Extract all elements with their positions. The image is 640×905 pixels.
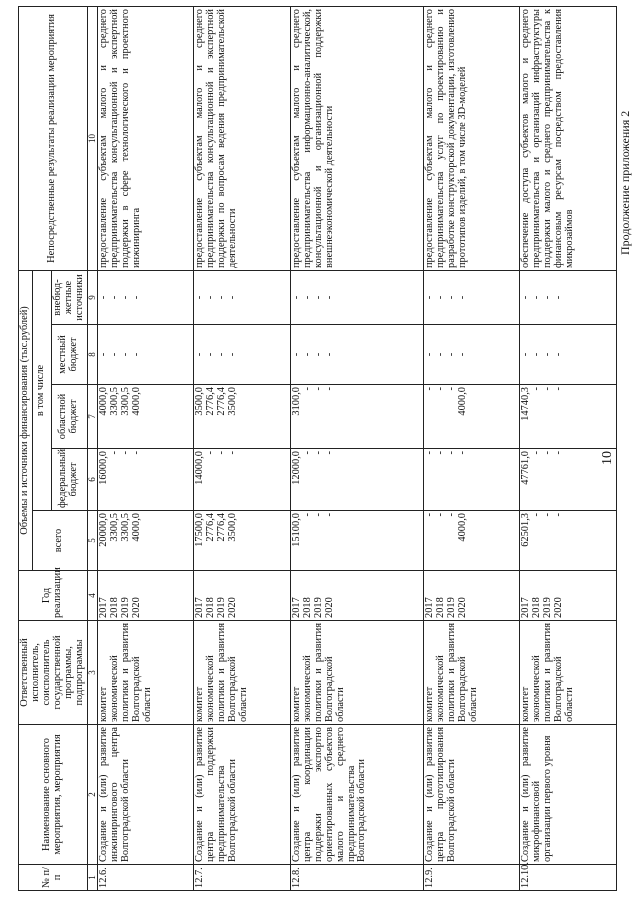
local-budget-value: -	[553, 352, 565, 357]
extra-budget-value: -	[553, 295, 565, 300]
total-funding-value: 3300,5	[108, 513, 120, 542]
regional-budget	[194, 385, 290, 449]
extra-budget-value: -	[542, 295, 554, 300]
activity-name: Создание и (или) развитие центра прототипирования Волгоградской области	[423, 725, 519, 865]
regional-budget-value: 3500,0	[227, 387, 239, 416]
extra-budget-value: -	[456, 295, 468, 300]
extra-budget	[97, 271, 193, 325]
federal-budget	[290, 449, 423, 511]
regional-budget-value: 3100,0	[290, 387, 302, 416]
local-budget-value: -	[194, 352, 206, 357]
header-including: в том числе	[32, 271, 51, 511]
years	[520, 571, 617, 621]
federal-budget	[520, 449, 617, 511]
total-funding	[194, 511, 290, 571]
extra-budget-value: -	[301, 295, 313, 300]
column-number: 4	[87, 571, 97, 621]
years-value: 2018	[108, 597, 120, 618]
regional-budget-value: 2776,4	[216, 387, 228, 416]
local-budget-value: -	[445, 352, 457, 357]
years-value: 2019	[119, 597, 131, 618]
responsible-executor: комитет экономической политики и развития Волгоградской области	[290, 621, 423, 725]
regional-budget-value: 14740,3	[520, 387, 532, 421]
header-results: Непосредственные результаты реализации мероприятия	[19, 7, 88, 271]
total-funding	[520, 511, 617, 571]
years-value: 2019	[542, 597, 554, 618]
total-funding-value: -	[553, 513, 565, 517]
table-row	[520, 7, 617, 891]
years	[97, 571, 193, 621]
federal-budget-value: -	[312, 451, 324, 455]
local-budget-value: -	[323, 352, 335, 357]
federal-budget-value: -	[301, 451, 313, 455]
total-funding	[97, 511, 193, 571]
total-funding-value: -	[445, 513, 457, 517]
responsible-executor: комитет экономической политики и развития Волгоградской области	[97, 621, 193, 725]
total-funding-value: -	[531, 513, 543, 517]
federal-budget-value: -	[119, 451, 131, 455]
row-number: 12.9.	[423, 865, 519, 891]
extra-budget-value: -	[520, 295, 532, 300]
federal-budget	[194, 449, 290, 511]
row-number: 12.8.	[290, 865, 423, 891]
federal-budget-value: -	[531, 451, 543, 455]
federal-budget-value: -	[542, 451, 554, 455]
years-value: 2017	[520, 597, 532, 618]
row-number: 12.10.	[520, 865, 617, 891]
activity-name: Создание и (или) развитие микрофинансовой организации первого уровня	[520, 725, 617, 865]
column-number: 1	[87, 865, 97, 891]
federal-budget-value: -	[227, 451, 239, 455]
regional-budget-value: -	[542, 387, 554, 391]
program-activities-table	[18, 6, 617, 891]
years-value: 2020	[553, 597, 565, 618]
local-budget-value: -	[216, 352, 228, 357]
total-funding-value: -	[542, 513, 554, 517]
regional-budget-value: -	[323, 387, 335, 391]
total-funding-value: 17500,0	[194, 513, 206, 547]
column-number: 10	[87, 7, 97, 271]
extra-budget-value: -	[205, 295, 217, 300]
column-number: 6	[87, 449, 97, 511]
column-number: 3	[87, 621, 97, 725]
column-number: 9	[87, 271, 97, 325]
table-body	[97, 7, 616, 891]
federal-budget-value: -	[205, 451, 217, 455]
header-name: Наименование основного мероприятия, мероприятия	[19, 725, 88, 865]
extra-budget-value: -	[130, 295, 142, 300]
local-budget-value: -	[290, 352, 302, 357]
regional-budget-value: 3300,5	[108, 387, 120, 416]
extra-budget-value: -	[108, 295, 120, 300]
table-row	[290, 7, 423, 891]
extra-budget-value: -	[434, 295, 446, 300]
local-budget	[423, 325, 519, 385]
regional-budget-value: -	[423, 387, 435, 391]
local-budget	[194, 325, 290, 385]
regional-budget-value: -	[531, 387, 543, 391]
activity-result: предоставление субъектам малого и среднего предпринимательства консультационной и экспертной поддержки по вопросам ведения предпринимательской деятельности	[194, 7, 290, 271]
table-row	[194, 7, 290, 891]
years-value: 2020	[227, 597, 239, 618]
local-budget-value: -	[531, 352, 543, 357]
total-funding-value: -	[434, 513, 446, 517]
regional-budget-value: 4000,0	[456, 387, 468, 416]
federal-budget-value: -	[553, 451, 565, 455]
regional-budget-value: 2776,4	[205, 387, 217, 416]
activity-result: предоставление субъектам малого и среднего предпринимательства услуг по проектированию и разработке конструкторской документации, изготовлению прототипов изделий, в том числе 3D-моделей	[423, 7, 519, 271]
header-extra: внебюд-жетные источники	[51, 271, 87, 325]
header-num: № п/п	[19, 865, 88, 891]
local-budget-value: -	[434, 352, 446, 357]
row-number: 12.6.	[97, 865, 193, 891]
local-budget-value: -	[119, 352, 131, 357]
regional-budget-value: -	[434, 387, 446, 391]
local-budget-value: -	[423, 352, 435, 357]
years	[290, 571, 423, 621]
activity-name: Создание и (или) развитие центра координации поддержки экспортно ориентированных субъектов малого и среднего предпринимательства Волгоградской области	[290, 725, 423, 865]
local-budget	[520, 325, 617, 385]
federal-budget-value: -	[456, 451, 468, 455]
total-funding-value: 3300,5	[119, 513, 131, 542]
federal-budget	[97, 449, 193, 511]
total-funding-value: 20000,0	[97, 513, 109, 547]
years-value: 2017	[194, 597, 206, 618]
local-budget-value: -	[130, 352, 142, 357]
years-value: 2017	[290, 597, 302, 618]
years-value: 2017	[97, 597, 109, 618]
total-funding-value: -	[423, 513, 435, 517]
local-budget	[290, 325, 423, 385]
regional-budget-value: -	[312, 387, 324, 391]
regional-budget-value: -	[301, 387, 313, 391]
local-budget-value: -	[108, 352, 120, 357]
extra-budget-value: -	[531, 295, 543, 300]
years-value: 2017	[423, 597, 435, 618]
local-budget-value: -	[227, 352, 239, 357]
continuation-label: Продолжение приложения 2	[618, 110, 632, 255]
extra-budget-value: -	[290, 295, 302, 300]
activity-name: Создание и (или) развитие центра поддержки предпринимательства Волгоградской области	[194, 725, 290, 865]
federal-budget-value: -	[434, 451, 446, 455]
local-budget-value: -	[312, 352, 324, 357]
responsible-executor: комитет экономической политики и развития Волгоградской области	[520, 621, 617, 725]
activity-name: Создание и (или) развитие инжинирингового центра Волгоградской области	[97, 725, 193, 865]
federal-budget-value: 12000,0	[290, 451, 302, 485]
federal-budget-value: -	[216, 451, 228, 455]
column-number: 8	[87, 325, 97, 385]
years-value: 2018	[434, 597, 446, 618]
years-value: 2019	[216, 597, 228, 618]
table-row	[423, 7, 519, 891]
total-funding-value: 4000,0	[456, 513, 468, 542]
responsible-executor: комитет экономической политики и развития Волгоградской области	[423, 621, 519, 725]
activity-result: обеспечение доступа субъектов малого и среднего предпринимательства и организаций инфраструктуры поддержки малого и среднего предпринимательства к финансовым ресурсам посредством предоставления микрозаймов	[520, 7, 617, 271]
extra-budget-value: -	[323, 295, 335, 300]
responsible-executor: комитет экономической политики и развития Волгоградской области	[194, 621, 290, 725]
regional-budget-value: 4000,0	[97, 387, 109, 416]
extra-budget	[290, 271, 423, 325]
years-value: 2020	[456, 597, 468, 618]
extra-budget-value: -	[227, 295, 239, 300]
header-year: Год реализации	[19, 571, 88, 621]
regional-budget	[290, 385, 423, 449]
federal-budget	[423, 449, 519, 511]
extra-budget	[194, 271, 290, 325]
total-funding-value: 4000,0	[130, 513, 142, 542]
extra-budget-value: -	[119, 295, 131, 300]
total-funding	[423, 511, 519, 571]
header-funding: Объемы и источники финансирования (тыс.рублей)	[19, 271, 33, 571]
header-federal: федеральный бюджет	[51, 449, 87, 511]
federal-budget-value: 47761,0	[520, 451, 532, 485]
header-local: местный бюджет	[51, 325, 87, 385]
header-total: всего	[32, 511, 87, 571]
local-budget-value: -	[520, 352, 532, 357]
column-number: 7	[87, 385, 97, 449]
regional-budget	[97, 385, 193, 449]
federal-budget-value: -	[130, 451, 142, 455]
regional-budget-value: 4000,0	[130, 387, 142, 416]
years-value: 2018	[205, 597, 217, 618]
years-value: 2018	[531, 597, 543, 618]
federal-budget-value: 14000,0	[194, 451, 206, 485]
regional-budget-value: -	[445, 387, 457, 391]
local-budget-value: -	[205, 352, 217, 357]
years-value: 2018	[301, 597, 313, 618]
regional-budget-value: -	[553, 387, 565, 391]
years-value: 2019	[312, 597, 324, 618]
extra-budget-value: -	[97, 295, 109, 300]
local-budget-value: -	[301, 352, 313, 357]
total-funding-value: 62501,3	[520, 513, 532, 547]
years	[423, 571, 519, 621]
column-number: 5	[87, 511, 97, 571]
federal-budget-value: -	[108, 451, 120, 455]
federal-budget-value: 16000,0	[97, 451, 109, 485]
header-regional: областной бюджет	[51, 385, 87, 449]
federal-budget-value: -	[323, 451, 335, 455]
extra-budget	[423, 271, 519, 325]
extra-budget-value: -	[445, 295, 457, 300]
column-number: 2	[87, 725, 97, 865]
years-value: 2020	[323, 597, 335, 618]
total-funding-value: -	[323, 513, 335, 517]
regional-budget-value: 3500,0	[194, 387, 206, 416]
local-budget-value: -	[456, 352, 468, 357]
regional-budget	[520, 385, 617, 449]
table-row	[97, 7, 193, 891]
years-value: 2019	[445, 597, 457, 618]
extra-budget-value: -	[194, 295, 206, 300]
years-value: 2020	[130, 597, 142, 618]
header-responsible: Ответственный исполнитель, соисполнитель государственной программы, подпрограммы	[19, 621, 88, 725]
local-budget-value: -	[542, 352, 554, 357]
extra-budget-value: -	[216, 295, 228, 300]
page-number: 10	[600, 451, 615, 465]
row-number: 12.7.	[194, 865, 290, 891]
activity-result: предоставление субъектам малого и среднего предпринимательства информационно-аналитической, консультационной и организационной поддержки внешнеэкономической деятельности	[290, 7, 423, 271]
activity-result: предоставление субъектам малого и среднего предпринимательства консультационной и экспертной поддержки в сфере технологического и проектного инжиниринга	[97, 7, 193, 271]
regional-budget	[423, 385, 519, 449]
total-funding-value: -	[312, 513, 324, 517]
federal-budget-value: -	[423, 451, 435, 455]
extra-budget-value: -	[423, 295, 435, 300]
local-budget-value: -	[97, 352, 109, 357]
total-funding-value: -	[301, 513, 313, 517]
total-funding-value: 2776,4	[216, 513, 228, 542]
federal-budget-value: -	[445, 451, 457, 455]
extra-budget	[520, 271, 617, 325]
extra-budget-value: -	[312, 295, 324, 300]
regional-budget-value: 3300,5	[119, 387, 131, 416]
total-funding-value: 3500,0	[227, 513, 239, 542]
years	[194, 571, 290, 621]
total-funding	[290, 511, 423, 571]
local-budget	[97, 325, 193, 385]
total-funding-value: 15100,0	[290, 513, 302, 547]
total-funding-value: 2776,4	[205, 513, 217, 542]
